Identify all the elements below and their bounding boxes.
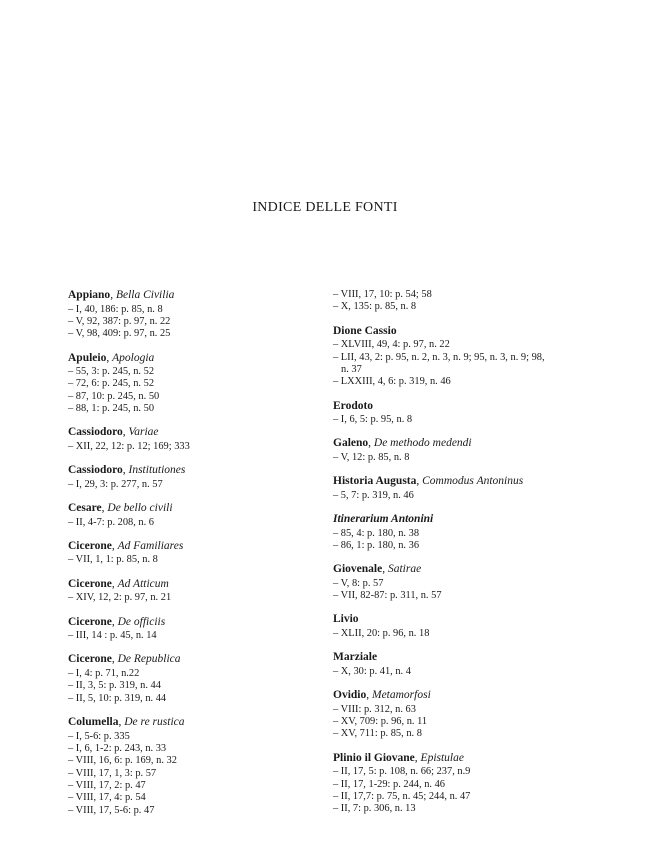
index-entry xyxy=(333,289,598,314)
entry-reference: – XV, 709: p. 96, n. 11 xyxy=(333,716,428,727)
entry-author: Cicerone xyxy=(68,653,112,666)
entry-heading xyxy=(68,289,333,303)
index-entry xyxy=(333,513,598,552)
index-entry xyxy=(68,540,333,567)
index-column-right xyxy=(333,289,598,827)
entry-reference: – VIII, 17, 1, 3: p. 57 xyxy=(68,767,157,779)
entry-work: Metamorfosi xyxy=(371,689,431,702)
entry-heading xyxy=(333,651,598,665)
entry-author: Erodoto xyxy=(333,399,374,412)
entry-author: Cassiodoro xyxy=(68,464,123,477)
index-entry xyxy=(68,653,333,705)
index-entry xyxy=(333,400,598,427)
entry-work: Variae xyxy=(128,426,159,439)
entry-reference: – VII, 82-87: p. 311, n. 57 xyxy=(333,590,442,602)
entry-author: Itinerarium Antonini xyxy=(333,513,434,526)
entry-author: Dione Cassio xyxy=(333,324,397,337)
entry-work: Bella Civilia xyxy=(115,289,175,301)
entry-author: Appiano xyxy=(68,289,111,301)
entry-reference: – LII, 43, 2: p. 95, n. 2, n. 3, n. 9; 95, n. 3, n. 9; 98, xyxy=(333,351,545,363)
entry-author: Cicerone xyxy=(68,615,112,628)
index-entry xyxy=(333,651,598,678)
entry-reference: – XII, 22, 12: p. 12; 169; 333 xyxy=(68,440,190,452)
entry-author: Cicerone xyxy=(68,577,112,590)
entry-reference: – I, 6, 1-2: p. 243, n. 33 xyxy=(68,742,167,754)
entry-heading xyxy=(333,563,598,577)
entry-reference: – X, 30: p. 41, n. 4 xyxy=(333,665,411,677)
index-entry xyxy=(68,502,333,529)
entry-reference: – II, 17,7: p. 75, n. 45; 244, n. 47 xyxy=(333,790,471,802)
entry-reference: – I, 5-6: p. 335 xyxy=(68,730,130,742)
entry-reference: – VIII, 17, 2: p. 47 xyxy=(68,779,146,791)
entry-reference: – 86, 1: p. 180, n. 36 xyxy=(333,539,420,551)
entry-work: Institutiones xyxy=(128,464,186,477)
entry-separator: , xyxy=(122,464,129,477)
entry-work: De bello civili xyxy=(107,502,173,515)
entry-work: De methodo medendi xyxy=(373,437,472,450)
entry-author: Plinio il Giovane xyxy=(333,751,415,764)
index-entry xyxy=(68,716,333,817)
entry-reference: – 55, 3: p. 245, n. 52 xyxy=(68,366,155,378)
index-entry xyxy=(68,426,333,453)
page-title: INDICE DELLE FONTI xyxy=(252,200,398,215)
entry-work: De officiis xyxy=(117,615,166,628)
entry-reference: – II, 5, 10: p. 319, n. 44 xyxy=(68,692,167,704)
entry-heading xyxy=(333,613,598,627)
entry-reference: – III, 14 : p. 45, n. 14 xyxy=(68,630,157,642)
entry-separator: , xyxy=(110,289,116,301)
entry-heading xyxy=(333,475,598,489)
entry-reference: – XLVIII, 49, 4: p. 97, n. 22 xyxy=(333,339,450,351)
entry-reference: – II, 4-7: p. 208, n. 6 xyxy=(68,516,155,528)
entry-heading xyxy=(68,540,333,554)
index-entry xyxy=(333,689,598,741)
index-entry xyxy=(333,437,598,464)
entry-reference: – XLII, 20: p. 96, n. 18 xyxy=(333,627,430,639)
index-entry xyxy=(333,325,598,389)
index-entry xyxy=(68,289,333,341)
entry-heading xyxy=(333,437,598,451)
entry-heading xyxy=(333,689,598,703)
entry-author: Cicerone xyxy=(68,539,112,552)
index-entry xyxy=(68,616,333,643)
entry-work: Ad Atticum xyxy=(117,577,169,590)
entry-heading xyxy=(68,502,333,516)
index-entry xyxy=(333,475,598,502)
entry-author: Livio xyxy=(333,613,359,626)
entry-work: Satirae xyxy=(387,563,422,576)
index-column-left xyxy=(68,289,333,828)
entry-separator: , xyxy=(106,351,113,364)
entry-author: Giovenale xyxy=(333,563,383,576)
entry-heading xyxy=(68,716,333,730)
entry-reference: – II, 17, 5: p. 108, n. 66; 237, n.9 xyxy=(333,766,471,778)
entry-heading xyxy=(68,426,333,440)
entry-reference: – II, 17, 1-29: p. 244, n. 46 xyxy=(333,778,445,790)
entry-separator: , xyxy=(366,689,372,702)
entry-author: Galeno xyxy=(333,437,369,450)
entry-reference: – VIII, 17, 4: p. 54 xyxy=(68,792,146,804)
entry-reference: – I, 6, 5: p. 95, n. 8 xyxy=(333,414,413,426)
entry-work: De Republica xyxy=(117,653,181,666)
entry-separator: , xyxy=(111,577,118,590)
entry-reference: – V, 12: p. 85, n. 8 xyxy=(333,451,410,463)
entry-reference: – XIV, 12, 2: p. 97, n. 21 xyxy=(68,592,172,604)
index-entry xyxy=(333,613,598,640)
entry-reference: – VII, 1, 1: p. 85, n. 8 xyxy=(68,554,158,566)
entry-reference: – 87, 10: p. 245, n. 50 xyxy=(68,390,160,402)
entry-heading xyxy=(333,513,598,527)
entry-heading xyxy=(333,752,598,766)
entry-reference: – VIII, 17, 10: p. 54; 58 xyxy=(333,289,432,300)
entry-separator: , xyxy=(111,653,118,666)
index-entry xyxy=(333,563,598,602)
index-entry xyxy=(68,464,333,491)
entry-author: Ovidio xyxy=(333,689,367,702)
entry-reference: – II, 3, 5: p. 319, n. 44 xyxy=(68,680,161,692)
entry-heading xyxy=(68,616,333,630)
entry-separator: , xyxy=(111,615,118,628)
entry-reference: – VIII, 16, 6: p. 169, n. 32 xyxy=(68,755,177,767)
entry-author: Cesare xyxy=(68,502,102,515)
entry-author: Historia Augusta xyxy=(333,475,417,488)
entry-work: Commodus Antoninus xyxy=(422,475,524,488)
entry-reference: – I, 40, 186: p. 85, n. 8 xyxy=(68,303,163,315)
entry-separator: , xyxy=(118,716,125,728)
entry-reference: – I, 29, 3: p. 277, n. 57 xyxy=(68,478,163,490)
entry-reference: – II, 7: p. 306, n. 13 xyxy=(333,803,416,815)
entry-reference: – X, 135: p. 85, n. 8 xyxy=(333,301,417,313)
entry-reference: – 85, 4: p. 180, n. 38 xyxy=(333,527,420,539)
entry-heading xyxy=(68,464,333,478)
entry-reference: – V, 98, 409: p. 97, n. 25 xyxy=(68,328,171,340)
entry-heading xyxy=(68,653,333,667)
entry-work: Ad Familiares xyxy=(117,539,184,552)
entry-separator: , xyxy=(368,437,374,450)
entry-reference: – VIII, 17, 5-6: p. 47 xyxy=(68,804,155,816)
entry-author: Cassiodoro xyxy=(68,426,123,439)
entry-heading xyxy=(68,578,333,592)
entry-separator: , xyxy=(111,539,118,552)
entry-heading xyxy=(333,325,598,339)
entry-author: Apuleio xyxy=(68,351,107,364)
entry-heading xyxy=(68,352,333,366)
entry-author: Marziale xyxy=(333,651,378,664)
entry-author: Columella xyxy=(68,716,119,728)
entry-separator: , xyxy=(414,751,421,764)
entry-reference: – 88, 1: p. 245, n. 50 xyxy=(68,403,155,415)
entry-reference: – V, 92, 387: p. 97, n. 22 xyxy=(68,315,171,327)
entry-work: De re rustica xyxy=(124,716,185,728)
entry-heading xyxy=(333,400,598,414)
index-entry xyxy=(333,752,598,816)
entry-work: Epistulae xyxy=(420,751,464,764)
index-entry xyxy=(68,352,333,416)
entry-reference: – LXXIII, 4, 6: p. 319, n. 46 xyxy=(333,376,451,388)
entry-reference: n. 37 xyxy=(341,363,362,375)
entry-reference: – 72, 6: p. 245, n. 52 xyxy=(68,378,155,390)
entry-reference: – VIII: p. 312, n. 63 xyxy=(333,703,416,715)
entry-separator: , xyxy=(416,475,423,488)
index-entry xyxy=(68,578,333,605)
entry-separator: , xyxy=(382,563,388,576)
entry-separator: , xyxy=(101,502,108,515)
entry-reference: – I, 4: p. 71, n.22 xyxy=(68,667,140,679)
entry-work: Apologia xyxy=(112,351,155,364)
entry-separator: , xyxy=(122,426,129,439)
entry-reference: – XV, 711: p. 85, n. 8 xyxy=(333,728,422,740)
entry-reference: – 5, 7: p. 319, n. 46 xyxy=(333,489,414,501)
entry-reference: – V, 8: p. 57 xyxy=(333,577,384,589)
